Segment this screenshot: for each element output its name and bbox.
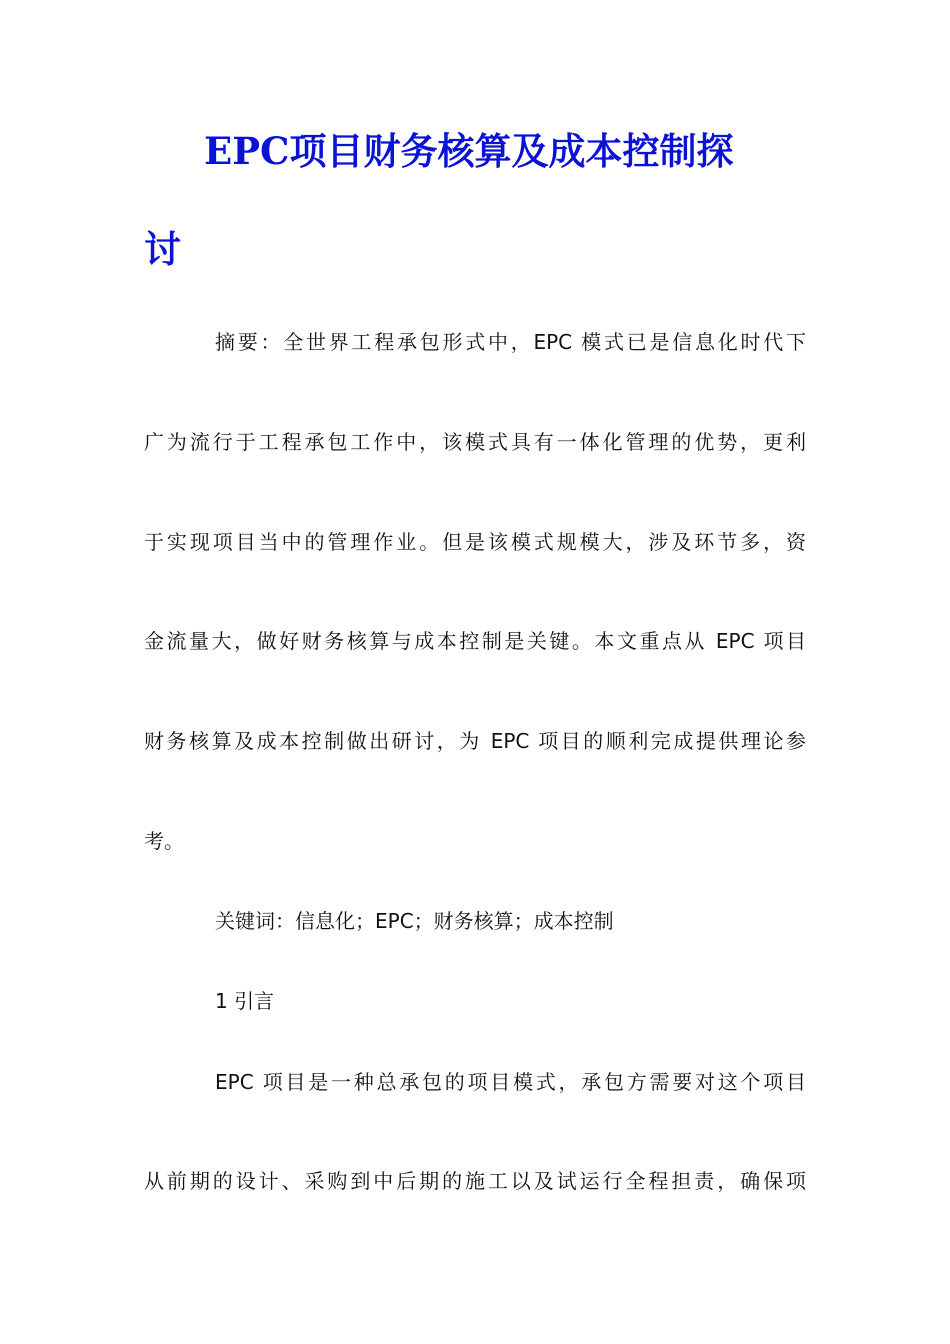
document-title-line-2: 讨	[144, 227, 181, 271]
section-heading: 1 引言	[215, 989, 275, 1013]
abstract-line-5: 财务核算及成本控制做出研讨，为 EPC 项目的顺利完成提供理论参	[144, 729, 806, 753]
abstract-line-3: 于实现项目当中的管理作业。但是该模式规模大，涉及环节多，资	[144, 530, 806, 554]
abstract-line-4: 金流量大，做好财务核算与成本控制是关键。本文重点从 EPC 项目	[144, 629, 806, 653]
intro-line-1: EPC 项目是一种总承包的项目模式，承包方需要对这个项目	[215, 1070, 806, 1094]
document-title-line-1: EPC项目财务核算及成本控制探	[204, 129, 734, 173]
abstract-line-2: 广为流行于工程承包工作中，该模式具有一体化管理的优势，更利	[144, 430, 806, 454]
intro-line-2: 从前期的设计、采购到中后期的施工以及试运行全程担责，确保项	[144, 1169, 806, 1193]
abstract-line-6: 考。	[144, 829, 184, 853]
abstract-line-1: 摘要：全世界工程承包形式中，EPC 模式已是信息化时代下	[215, 330, 806, 354]
keywords-line: 关键词：信息化；EPC；财务核算；成本控制	[215, 909, 614, 933]
